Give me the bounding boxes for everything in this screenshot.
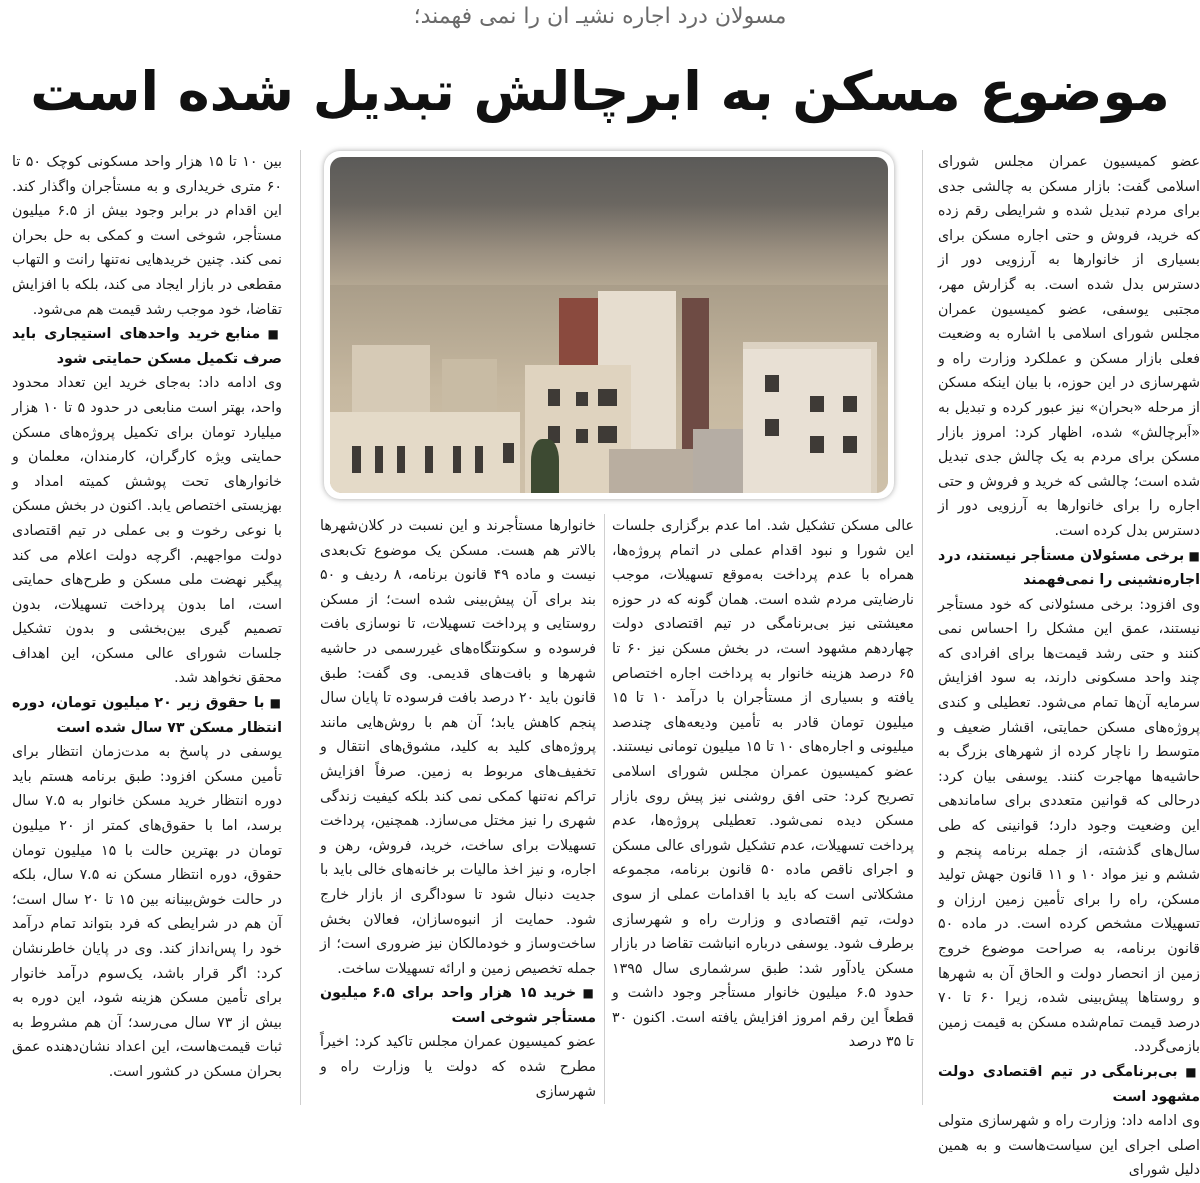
paragraph: عضو کمیسیون عمران مجلس شورای اسلامی گفت: بازار مسکن به چالشی جدی برای مردم تبدیل شده و شرایطی رقم زده که خرید، فروش و حتی اجاره مسکن برای بسیاری از خانوارها به آرزویی دور از دسترس بدل شده است. به گزارش مهر، مجتبی یوسفی، عضو کمیسیون عمران مجلس شورای اسلامی با اشاره به وضعیت فعلی بازار مسکن و عملکرد وزارت راه و شهرسازی در این حوزه، با بیان اینکه مسکن از مرحله «بحران» نیز عبور کرده و تبدیل به «اَبرچالش» شده، اظهار کرد: امروز بازار مسکن برای مردم به یک چالش جدی تبدیل شده است؛ چالشی که خرید و فروش و حتی اجاره را برای خانوارها به آرزویی دور از دسترس بدل کرده است. <box>938 154 1200 539</box>
article-photo-city-skyline <box>330 157 888 493</box>
paragraph: عالی مسکن تشکیل شد. اما عدم برگزاری جلسات این شورا و نبود اقدام عملی در اتمام پروژه‌ها، همراه با عدم پرداخت به‌موقع تسهیلات، موجب نارضایتی مردم شده است. همان گونه که در حوزه معیشتی نیز بی‌برنامگی در تیم اقتصادی دولت چهاردهم مشهود است، در بخش مسکن نیز ۶۰ تا ۶۵ درصد هزینه خانوار به پرداخت اجاره اختصاص یافته و بسیاری از مستأجران با درآمد ۱۰ تا ۱۵ میلیون تومان قادر به تأمین ودیعه‌های چندصد میلیونی و اجاره‌های ۱۰ تا ۱۵ میلیون تومانی نیستند. عضو کمیسیون عمران مجلس شورای اسلامی تصریح کرد: حتی افق روشنی نیز پیش روی بازار مسکن دیده نمی‌شود. تعطیلی پروژه‌ها، عدم پرداخت تسهیلات، عدم تشکیل شورای عالی مسکن و اجرای ناقص ماده ۵۰ قانون برنامه، مجموعه مشکلاتی است که باید با اقدامات عملی از سوی دولت، تیم اقتصادی و وزارت راه و شهرسازی برطرف شود. یوسفی درباره انباشت تقاضا در بازار مسکن یادآور شد: طبق سرشماری سال ۱۳۹۵ حدود ۶.۵ میلیون خانوار مستأجر وجود داشت و قطعاً این رقم امروز افزایش یافته است. اکنون ۳۰ تا ۳۵ درصد <box>612 518 915 1051</box>
paragraph: بین ۱۰ تا ۱۵ هزار واحد مسکونی کوچک ۵۰ تا ۶۰ متری خریداری و به مستأجران واگذار کند. این اقدام در برابر وجود بیش از ۶.۵ میلیون مستأجر، شوخی است و کمکی به حل بحران نمی کند. چنین خریدهایی نه‌تنها رانت و التهاب مقطعی در بازار ایجاد می کند، بلکه با افزایش تقاضا، خود موجب رشد قیمت هم می‌شود. <box>12 154 282 318</box>
subheading: ■ خرید ۱۵ هزار واحد برای ۶.۵ میلیون مستأجر شوخی است <box>320 981 596 1030</box>
paragraph: وی افزود: برخی مسئولانی که خود مستأجر نیستند، عمق این مشکل را احساس نمی کنند و حتی رشد قیمت‌ها برای افرادی که چند واحد مسکونی دارند، به سود افزایش سرمایه آن‌ها تمام می‌شود. تعطیلی و کندی پروژه‌های مسکن حمایتی، اقشار ضعیف و متوسط را ناچار کرده از شهرهای بزرگ به حاشیه‌ها مهاجرت کنند. یوسفی بیان کرد: درحالی که قوانین متعددی برای ساماندهی این وضعیت وجود دارد؛ قوانینی که طی سال‌های گذشته، از جمله برنامه پنجم و ششم و نیز مواد ۱۰ و ۱۱ قانون جهش تولید مسکن، راه را برای تأمین زمین ارزان و تسهیلات مشخص کرده است. در ماده ۵۰ قانون برنامه، به صراحت موضوع خروج زمین از انحصار دولت و الحاق آن به شهرها و روستاها پیش‌بینی شده، زیرا ۶۰ تا ۷۰ درصد قیمت تمام‌شده مسکن به قیمت زمین بازمی‌گردد. <box>938 596 1200 1056</box>
subheading: ■ با حقوق زیر ۲۰ میلیون تومان، دوره انتظار مسکن ۷۳ سال شده است <box>12 691 282 740</box>
paragraph: عضو کمیسیون عمران مجلس تاکید کرد: اخیراً مطرح شده که دولت یا وزارت راه و شهرسازی <box>320 1034 596 1100</box>
paragraph: خانوارها مستأجرند و این نسبت در کلان‌شهرها بالاتر هم هست. مسکن یک موضوع تک‌بعدی نیست و ماده ۴۹ قانون برنامه، ۸ ردیف و ۵۰ بند برای آن پیش‌بینی شده است؛ از مسکن روستایی و پرداخت تسهیلات، تا نوسازی بافت فرسوده و سکونتگاه‌های غیررسمی در حاشیه شهرها و بافت‌های قدیمی. وی گفت: طبق قانون باید ۲۰ درصد بافت فرسوده تا پایان سال پنجم کاهش یابد؛ آن هم با روش‌هایی مانند پروژه‌های کلید به کلید، مشوق‌های انتقال و تخفیف‌های مربوط به زمین. صرفاً افزایش تراکم نه‌تنها کمکی نمی کند بلکه کیفیت زندگی شهری را نیز مختل می‌سازد. همچنین، پرداخت تسهیلات برای ساخت، خرید، فروش، رهن و اجاره، و نیز اخذ مالیات بر خانه‌های خالی باید با جدیت دنبال شود تا سوداگری از بازار خارج شود. حمایت از انبوه‌سازان، فعالان بخش ساخت‌وساز و خودمالکان نیز ضروری است؛ از جمله تخصیص زمین و ارائه تسهیلات ساخت. <box>320 518 597 977</box>
article-column-3 <box>320 514 596 1104</box>
paragraph: وی ادامه داد: وزارت راه و شهرسازی متولی اصلی اجرای این سیاست‌هاست و به همین دلیل شورای <box>938 1113 1200 1179</box>
subheading: ■ بی‌برنامگی در تیم اقتصادی دولت مشهود است <box>938 1060 1200 1109</box>
article-column-1 <box>938 150 1200 1183</box>
article-column-2 <box>612 514 914 1055</box>
subheading: ■ برخی مسئولان مستأجر نیستند، درد اجاره‌نشینی را نمی‌فهمند <box>938 544 1200 593</box>
column-rule-1 <box>922 150 923 1105</box>
subheading: ■ منابع خرید واحدهای استیجاری باید صرف تکمیل مسکن حمایتی شود <box>12 322 282 371</box>
article-headline: موضوع مسکن به ابرچالش تبدیل شده است <box>30 60 1170 123</box>
paragraph: وی ادامه داد: به‌جای خرید این تعداد محدود واحد، بهتر است منابعی در حدود ۵ تا ۱۰ هزار میلیارد تومان برای تکمیل پروژه‌های مسکن حمایتی ویژه کارگران، کارمندان، معلمان و خانوارهای تحت پوشش کمیته امداد و بهزیستی اختصاص یابد. اکنون در بخش مسکن با نوعی رخوت و بی عملی در تیم اقتصادی دولت مواجهیم. اگرچه دولت اعلام می کند پیگیر نهضت ملی مسکن و طرح‌های حمایتی است، اما بدون پرداخت تسهیلات، بدون تصمیم گیری بین‌بخشی و بدون تشکیل جلسات شورای عالی مسکن، این اهداف محقق نخواهد شد. <box>12 375 282 687</box>
paragraph: یوسفی در پاسخ به مدت‌زمان انتظار برای تأمین مسکن افزود: طبق برنامه هستم باید دوره انتظار خرید مسکن خانوار به ۷.۵ سال برسد، اما با حقوق‌های کمتر از ۲۰ میلیون تومان در بهترین حالت با ۱۵ میلیون تومان حقوق، دوره انتظار مسکن نه ۷.۵ سال، بلکه در حالت خوش‌بینانه بین ۱۵ تا ۲۰ سال است؛ آن هم در شرایطی که فرد بتواند تمام درآمد خود را پس‌انداز کند. وی در پایان خاطرنشان کرد: اگر قرار باشد، یک‌سوم درآمد خانوار برای تأمین مسکن هزینه شود، این دوره به بیش از ۷۳ سال می‌رسد؛ آن هم مشروط به ثبات قیمت‌هاست، این اعداد نشان‌دهنده عمق بحران مسکن در کشور است. <box>12 744 282 1080</box>
article-photo-frame <box>324 151 894 499</box>
article-kicker: مسولان درد اجاره نشیـ ان را نمی فهمند؛ <box>413 4 787 29</box>
article-column-4 <box>12 150 282 1085</box>
column-rule-2 <box>604 514 605 1104</box>
column-rule-3 <box>300 150 301 1105</box>
